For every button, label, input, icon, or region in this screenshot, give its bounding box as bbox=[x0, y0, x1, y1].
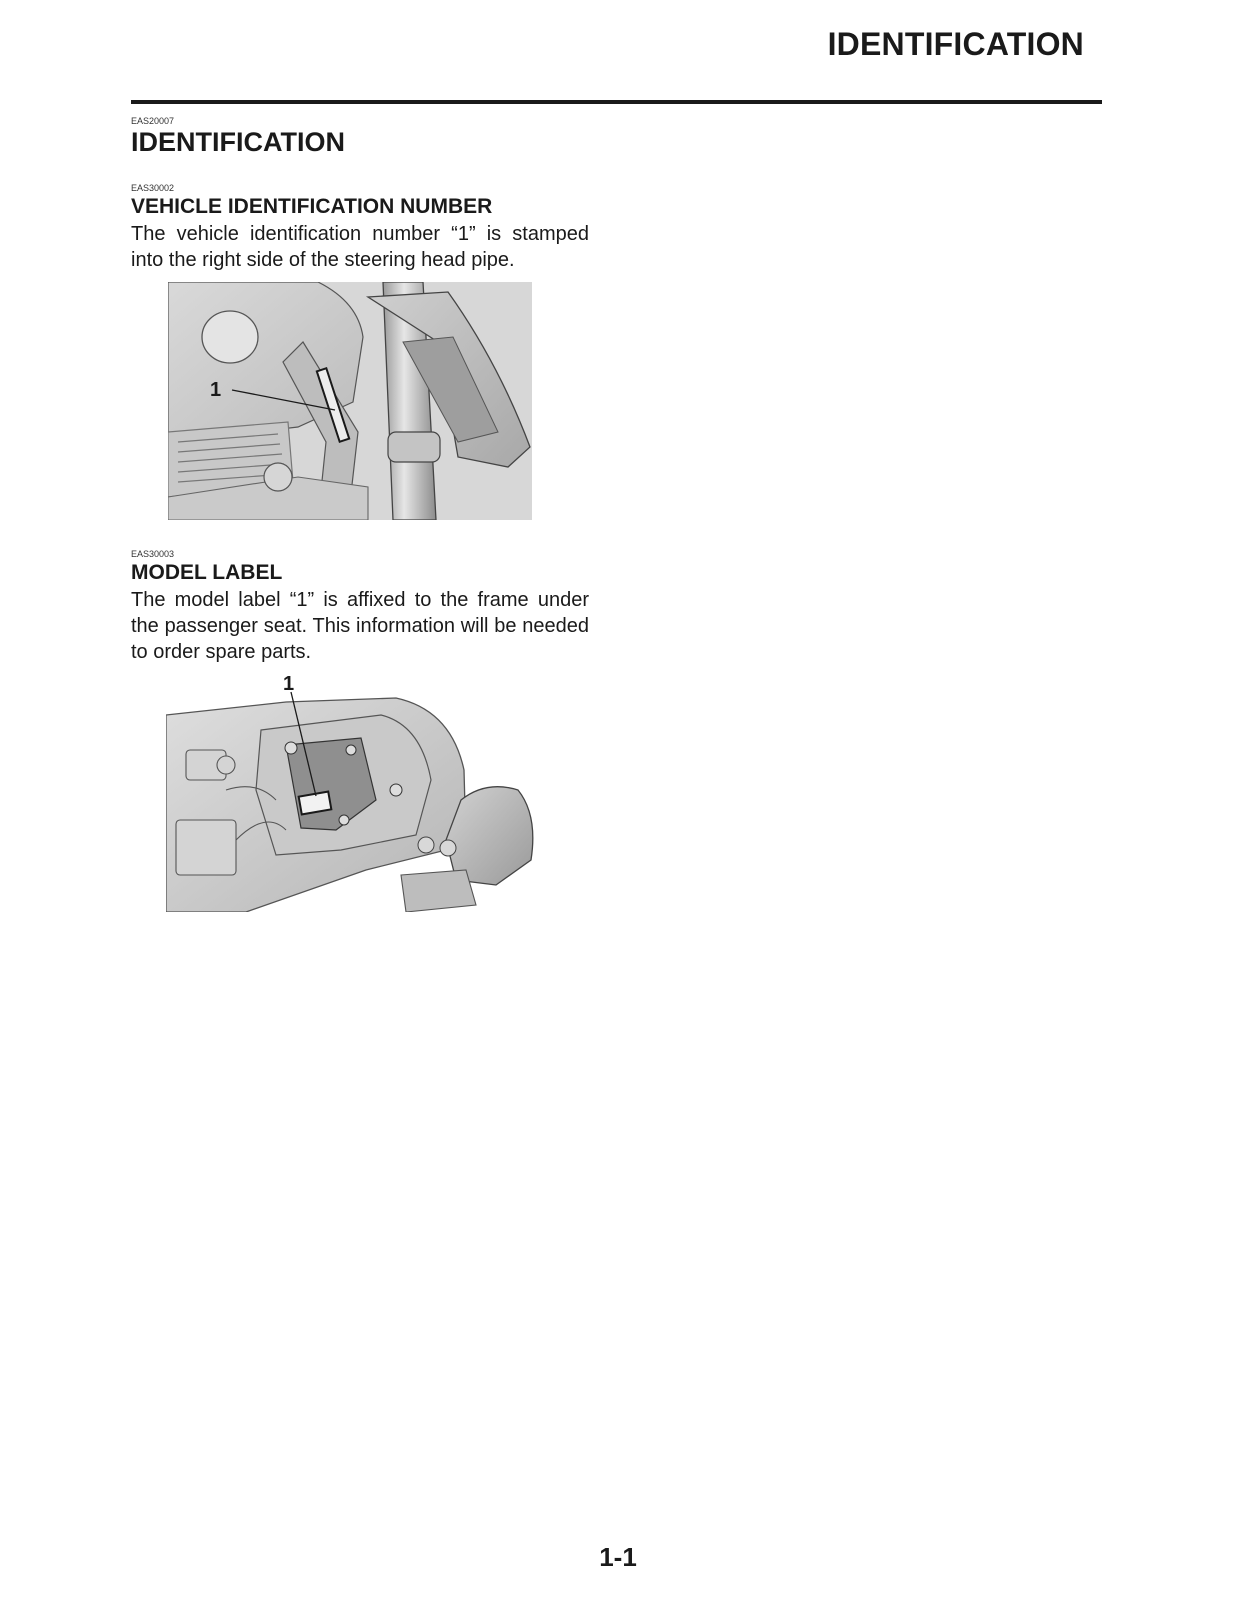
running-header-title: IDENTIFICATION bbox=[827, 26, 1084, 62]
model-label-text: The model label “1” is affixed to the frame under the passenger seat. This information will be needed to order spare parts. bbox=[131, 589, 589, 663]
page-number: 1-1 bbox=[599, 1542, 637, 1572]
model-label-callout-number: 1 bbox=[283, 673, 295, 695]
vin-figure bbox=[168, 282, 532, 520]
vin-callout-number: 1 bbox=[210, 379, 222, 401]
section-title: IDENTIFICATION bbox=[131, 127, 345, 157]
vin-text: The vehicle identification number “1” is stamped into the right side of the steering head pipe. bbox=[131, 223, 589, 271]
vin-title: VEHICLE IDENTIFICATION NUMBER bbox=[131, 195, 493, 218]
model-label-title: MODEL LABEL bbox=[131, 561, 283, 584]
header-rule bbox=[131, 100, 1102, 104]
section-code: EAS20007 bbox=[131, 116, 175, 126]
vin-code: EAS30002 bbox=[131, 183, 175, 193]
model-label-code: EAS30003 bbox=[131, 549, 175, 559]
model-label-figure bbox=[166, 670, 538, 912]
